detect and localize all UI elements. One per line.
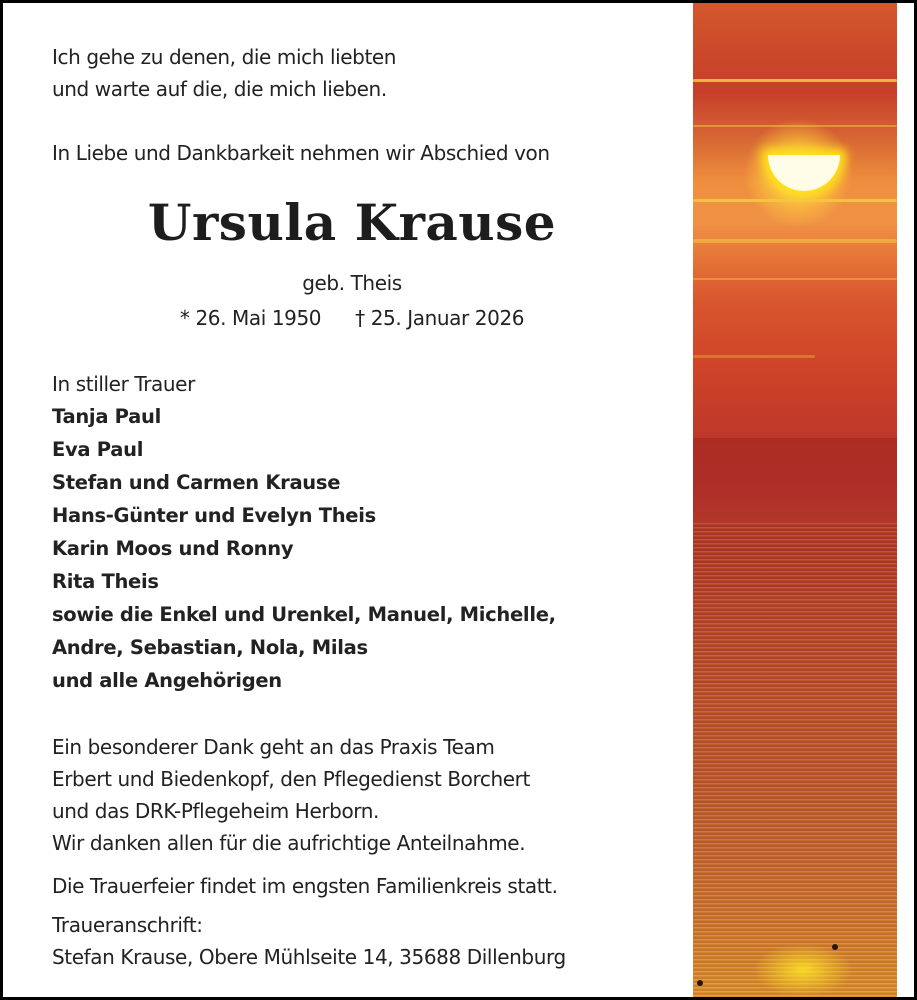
cloud-streak — [693, 355, 815, 358]
thanks-line-1: Ein besonderer Dank geht an das Praxis Team — [52, 735, 495, 759]
intro-text: In Liebe und Dankbarkeit nehmen wir Abschied von — [52, 141, 550, 165]
sea-reflection — [693, 523, 897, 997]
verse-line-2: und warte auf die, die mich lieben. — [52, 77, 387, 101]
thanks-line-4: Wir danken allen für die aufrichtige Anteilnahme. — [52, 831, 526, 855]
mourner: Rita Theis — [52, 570, 159, 593]
sun-glint — [753, 943, 853, 997]
thanks-line-2: Erbert und Biedenkopf, den Pflegedienst Borchert — [52, 767, 530, 791]
mourner: Stefan und Carmen Krause — [52, 471, 341, 494]
mourner: Hans-Günter und Evelyn Theis — [52, 504, 376, 527]
death-date: † 25. Januar 2026 — [355, 306, 525, 330]
mourning-address: Stefan Krause, Obere Mühlseite 14, 35688 Dillenburg — [52, 945, 566, 969]
cloud-streak — [693, 239, 897, 243]
mourner: Karin Moos und Ronny — [52, 537, 294, 560]
cloud-streak — [693, 199, 897, 202]
thanks-line-3: und das DRK-Pflegeheim Herborn. — [52, 799, 380, 823]
bird-icon — [697, 980, 703, 986]
verse-line-1: Ich gehe zu denen, die mich liebten — [52, 45, 397, 69]
cloud-streak — [693, 278, 897, 280]
funeral-note: Die Trauerfeier findet im engsten Familienkreis statt. — [52, 874, 558, 898]
mourner: und alle Angehörigen — [52, 669, 282, 692]
address-label: Traueranschrift: — [52, 913, 203, 937]
birth-date: * 26. Mai 1950 — [179, 306, 322, 330]
deceased-name: Ursula Krause — [147, 193, 557, 252]
bird-icon — [832, 944, 838, 950]
mourners-heading: In stiller Trauer — [52, 372, 195, 396]
horizon — [693, 438, 897, 528]
life-dates — [52, 306, 652, 330]
sunset-photo — [693, 3, 897, 997]
mourner: Tanja Paul — [52, 405, 161, 428]
cloud-streak — [693, 79, 897, 82]
obituary-notice — [3, 3, 914, 997]
mourner: Andre, Sebastian, Nola, Milas — [52, 636, 368, 659]
mourner: sowie die Enkel und Urenkel, Manuel, Michelle, — [52, 603, 556, 626]
mourner: Eva Paul — [52, 438, 144, 461]
maiden-name: geb. Theis — [302, 271, 402, 295]
